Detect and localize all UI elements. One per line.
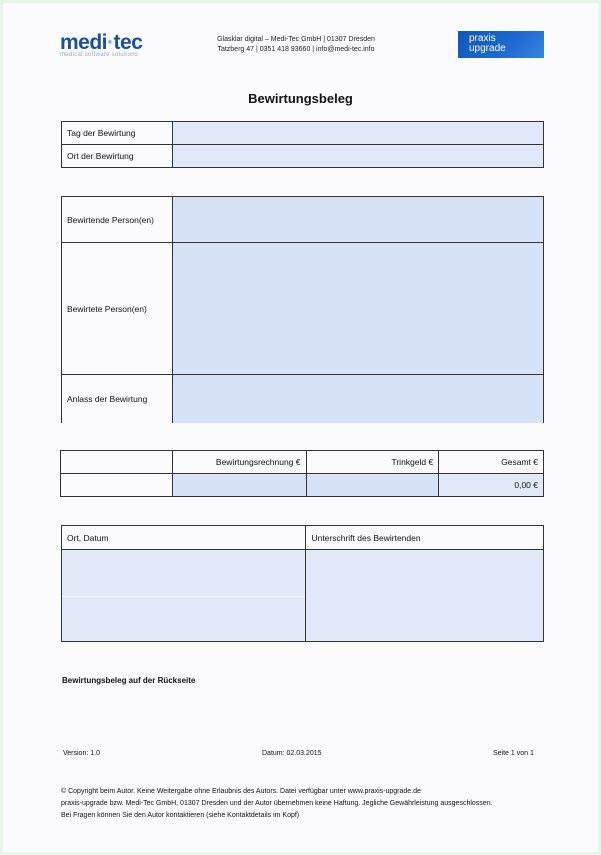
bewirtete-label: Bewirtete Person(en): [62, 243, 173, 375]
tag-label: Tag der Bewirtung: [62, 122, 173, 145]
ort-label: Ort der Bewirtung: [62, 145, 173, 168]
trinkgeld-header: Trinkgeld €: [306, 451, 439, 474]
footer-page: Seite 1 von 1: [493, 750, 534, 757]
medi-tec-logo: [60, 33, 142, 58]
logo-right-line-1: praxis: [469, 33, 496, 44]
trinkgeld-field[interactable]: [306, 474, 439, 497]
amounts-table: [60, 450, 544, 497]
ort-field[interactable]: [173, 145, 544, 168]
copyright-line-2: praxis-upgrade bzw. Medi-Tec GmbH, 01307 Dresden und der Autor übernehmen keine Haftung. Jegliche Gewährleistung ausgeschlossen.: [61, 800, 493, 807]
gesamt-value: 0,00 €: [439, 474, 544, 497]
tag-field[interactable]: [173, 122, 544, 145]
anlass-label: Anlass der Bewirtung: [62, 375, 173, 423]
company-address: [204, 35, 388, 55]
rechnung-header: Bewirtungsrechnung €: [172, 451, 306, 474]
copyright-block: [61, 786, 493, 822]
gesamt-header: Gesamt €: [439, 451, 544, 474]
rechnung-field[interactable]: [172, 474, 306, 497]
page-title: Bewirtungsbeleg: [248, 91, 353, 106]
logo-word-a: medi: [60, 31, 108, 54]
footer-date: Datum: 02.03.2015: [262, 750, 322, 757]
logo-wordmark: [60, 33, 142, 53]
unterschrift-field[interactable]: [306, 550, 544, 642]
copyright-line-3: Bei Fragen können Sie den Autor kontaktieren (siehe Kontaktdetails im Kopf): [61, 812, 300, 819]
amounts-header-empty: [61, 451, 173, 474]
ort-datum-upper: [62, 550, 305, 597]
bewirtende-field[interactable]: [173, 197, 544, 243]
praxis-upgrade-logo: [458, 31, 544, 58]
date-location-table: [61, 121, 544, 168]
logo-word-b: tec: [113, 31, 143, 54]
ort-datum-field[interactable]: [62, 550, 306, 642]
amounts-row-empty: [61, 474, 173, 497]
signature-table: [61, 525, 544, 642]
footer-version: Version: 1.0: [63, 750, 100, 757]
ort-datum-label: Ort, Datum: [62, 526, 306, 550]
copyright-line-1: © Copyright beim Autor. Keine Weitergabe ohne Erlaubnis des Autors. Datei verfügbar unter www.praxis-upgrade.de: [61, 788, 421, 795]
bewirtende-label: Bewirtende Person(en): [62, 197, 173, 243]
reverse-side-note: Bewirtungsbeleg auf der Rückseite: [62, 676, 196, 685]
logo-right-line-2: upgrade: [469, 43, 506, 54]
logo-tagline: medical software solutions: [60, 52, 139, 58]
bewirtete-field[interactable]: [173, 243, 544, 375]
unterschrift-label: Unterschrift des Bewirtenden: [306, 526, 544, 550]
company-line-1: Glasklar digital – Medi-Tec GmbH | 01307 Dresden: [217, 36, 375, 43]
logo-dot: ·: [107, 31, 114, 54]
persons-table: [61, 196, 544, 423]
company-line-2: Tatzberg 47 | 0351 418 93660 | info@medi-tec.info: [217, 46, 375, 53]
anlass-field[interactable]: [173, 375, 544, 423]
